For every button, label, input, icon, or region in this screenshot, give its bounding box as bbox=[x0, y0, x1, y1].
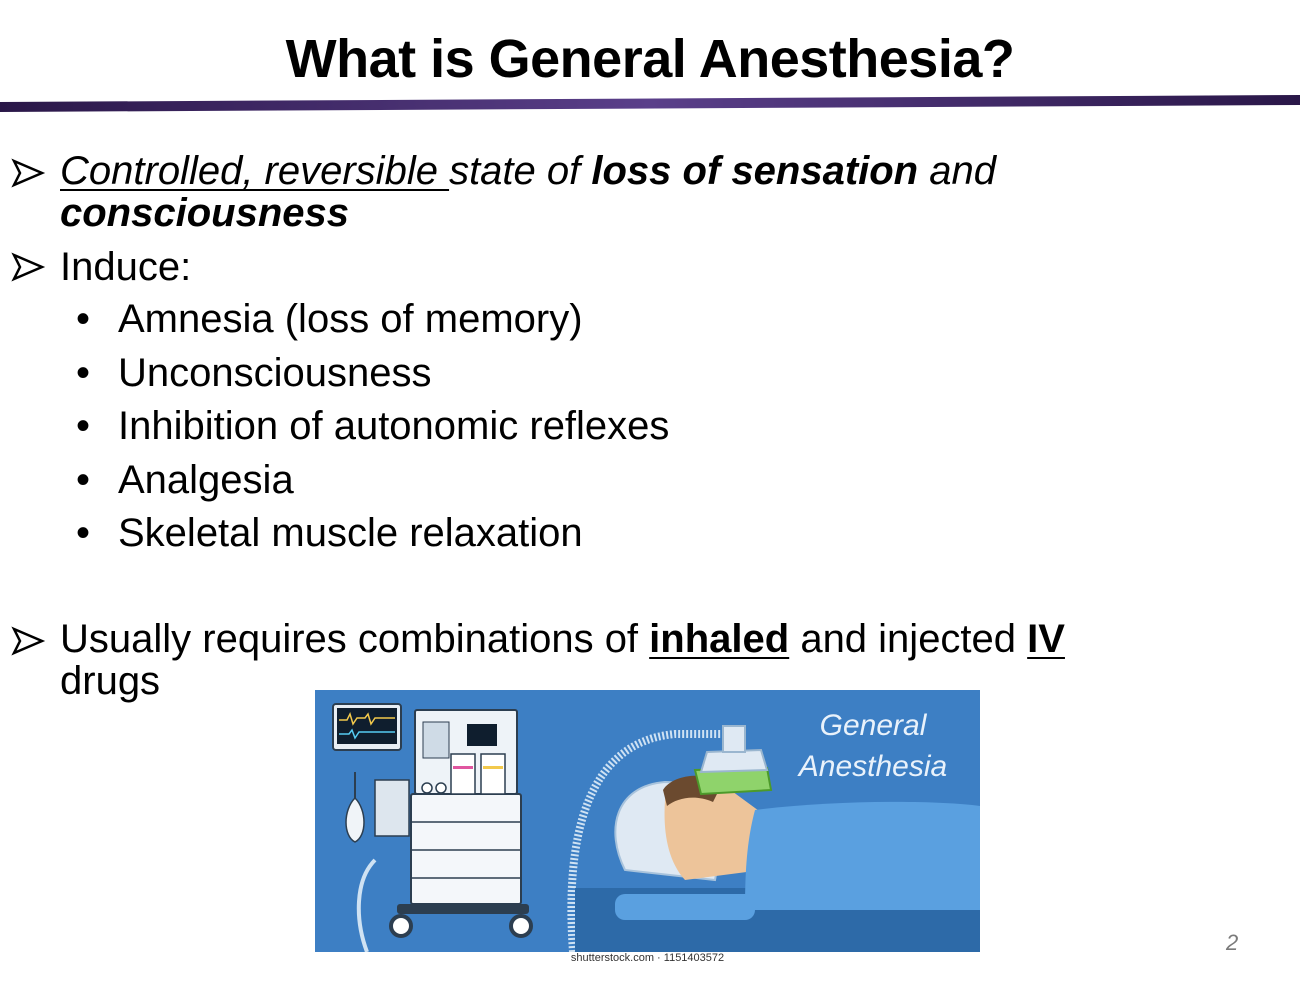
bullet-text: and injected bbox=[789, 617, 1028, 661]
page-number: 2 bbox=[1226, 930, 1239, 955]
bullet-controlled-state bbox=[60, 150, 996, 192]
general-anesthesia-illustration bbox=[315, 690, 980, 952]
slide-title: What is General Anesthesia? bbox=[285, 29, 1015, 89]
sub-bullet-item bbox=[76, 459, 294, 501]
illustration-caption-line1: General bbox=[819, 709, 927, 742]
dot-bullet-icon: • bbox=[76, 297, 91, 341]
sub-bullet-item bbox=[76, 405, 669, 447]
dot-bullet-icon: • bbox=[76, 458, 91, 502]
bullet-text: and bbox=[918, 149, 996, 193]
sub-bullet-text: Analgesia bbox=[118, 458, 294, 502]
dot-bullet-icon: • bbox=[76, 511, 91, 555]
image-credit: shutterstock.com · 1151403572 bbox=[315, 952, 980, 974]
bold-term-inhaled: inhaled bbox=[649, 617, 790, 661]
dot-bullet-icon: • bbox=[76, 404, 91, 448]
bullet-continuation: drugs bbox=[60, 659, 161, 703]
arrow-bullet-icon bbox=[10, 158, 50, 188]
bullet-text: state of bbox=[449, 149, 592, 193]
bold-term: loss of sensation bbox=[591, 149, 919, 193]
sub-bullet-text: Skeletal muscle relaxation bbox=[118, 511, 583, 555]
underlined-term: Controlled, reversible bbox=[60, 149, 450, 193]
sub-bullet-item bbox=[76, 298, 583, 340]
bullet-combination-drugs bbox=[60, 618, 1065, 660]
title-divider bbox=[0, 94, 1300, 114]
bullet-text: Usually requires combinations of bbox=[60, 617, 650, 661]
bold-term-iv: IV bbox=[1027, 617, 1065, 661]
bold-term-consciousness: consciousness bbox=[60, 191, 350, 235]
bullet-induce: Induce: bbox=[60, 245, 192, 289]
dot-bullet-icon: • bbox=[76, 351, 91, 395]
arrow-bullet-icon bbox=[10, 626, 50, 656]
illustration-caption-line2: Anesthesia bbox=[798, 750, 948, 783]
arrow-bullet-icon bbox=[10, 252, 50, 282]
sub-bullet-item bbox=[76, 512, 583, 554]
sub-bullet-item bbox=[76, 352, 432, 394]
sub-bullet-text: Inhibition of autonomic reflexes bbox=[118, 404, 670, 448]
sub-bullet-text: Amnesia (loss of memory) bbox=[118, 297, 583, 341]
sub-bullet-text: Unconsciousness bbox=[118, 351, 432, 395]
